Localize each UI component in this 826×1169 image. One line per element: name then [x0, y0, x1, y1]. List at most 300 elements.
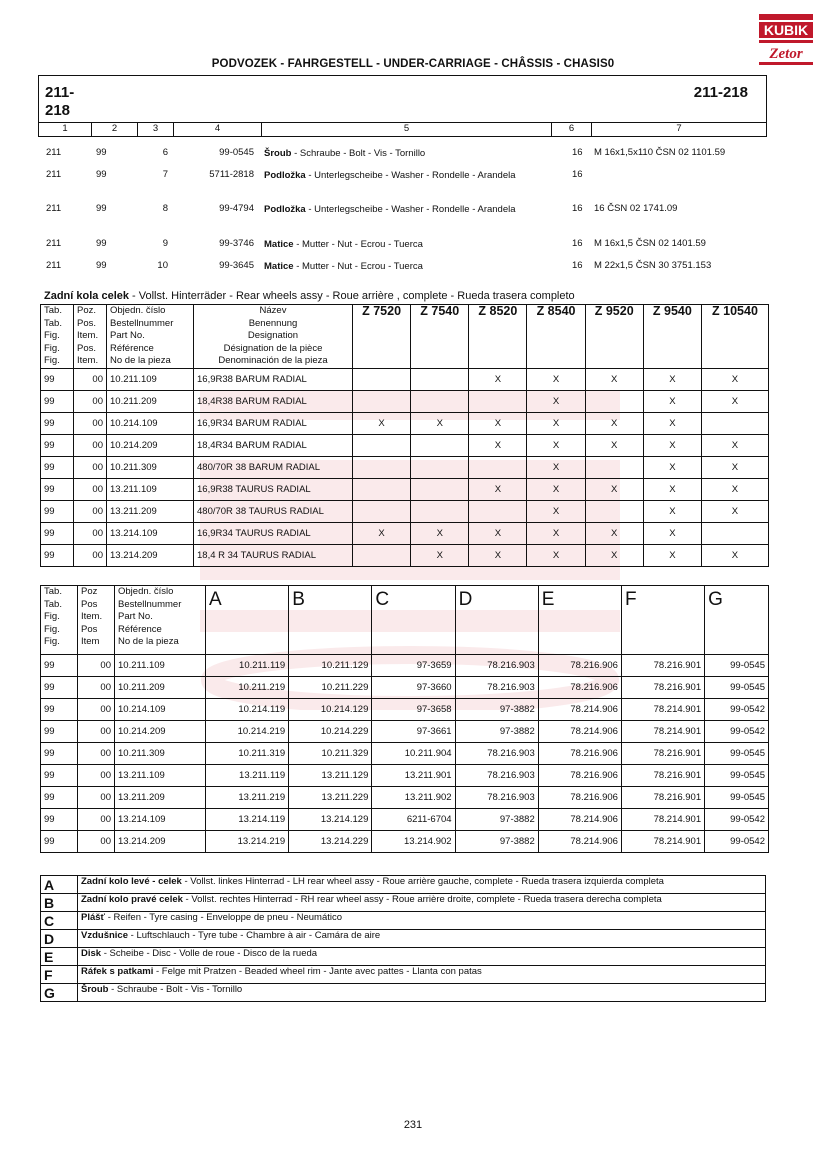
col-a-header: A	[206, 586, 289, 655]
part-item: 9	[162, 238, 168, 249]
cell-part-number: 13.211.109	[107, 478, 194, 500]
part-name-bold: Matice	[264, 261, 294, 272]
cell-tab: 99	[41, 809, 78, 831]
cell-model-mark: X	[411, 544, 469, 566]
table-row	[41, 368, 769, 390]
header-line: Item.	[77, 330, 99, 341]
legend-rest: - Scheibe - Disc - Volle de roue - Disco de la rueda	[101, 948, 318, 959]
legend-row	[41, 876, 766, 894]
cell-component-number: 78.214.906	[538, 721, 621, 743]
cell-model-mark: X	[527, 456, 585, 478]
part-pos: 99	[96, 169, 107, 180]
cell-part-number: 13.211.209	[115, 787, 206, 809]
cell-component-number: 78.216.903	[455, 765, 538, 787]
cell-component-number: 78.216.903	[455, 677, 538, 699]
cell-component-number: 13.211.229	[289, 787, 372, 809]
cell-pos: 00	[78, 743, 115, 765]
cell-tab: 99	[41, 478, 74, 500]
model-z7540-header: Z 7540	[411, 305, 469, 369]
cell-model-mark: X	[585, 368, 643, 390]
part-tab: 211	[46, 260, 62, 271]
part-qty: 16	[572, 260, 583, 271]
cell-tab: 99	[41, 699, 78, 721]
cell-pos: 00	[78, 787, 115, 809]
cell-component-number: 10.214.129	[289, 699, 372, 721]
cell-part-number: 10.214.109	[115, 699, 206, 721]
cell-model-mark: X	[701, 478, 768, 500]
cell-model-mark	[353, 544, 411, 566]
part-item: 10	[157, 260, 168, 271]
cell-model-mark: X	[643, 522, 701, 544]
part-tab: 211	[46, 147, 62, 158]
legend-bold: Šroub	[81, 984, 109, 995]
column-number-row: 1 2 3 4 5 6 7	[39, 122, 766, 136]
header-line: Part No.	[118, 611, 153, 622]
cell-component-number: 78.214.906	[538, 699, 621, 721]
cell-model-mark: X	[701, 500, 768, 522]
cell-model-mark: X	[585, 522, 643, 544]
header-line: No de la pieza	[110, 355, 171, 366]
cell-name: 16,9R38 TAURUS RADIAL	[194, 478, 353, 500]
part-number: 99-4794	[219, 203, 254, 214]
part-qty: 16	[572, 238, 583, 249]
section-code-right: 211-218	[693, 84, 748, 101]
header-line: Bestellnummer	[118, 598, 182, 610]
table-row	[41, 412, 769, 434]
cell-model-mark	[469, 390, 527, 412]
header-line: Fig.	[44, 636, 60, 647]
header-line: Bestellnummer	[110, 317, 174, 329]
part-note: 16 ČSN 02 1741.09	[594, 203, 678, 214]
table-row	[41, 655, 769, 677]
cell-pos: 00	[74, 544, 107, 566]
header-line: Fig.	[44, 330, 60, 341]
cell-model-mark	[469, 456, 527, 478]
cell-tab: 99	[41, 390, 74, 412]
part-note: M 16x1,5 ČSN 02 1401.59	[594, 238, 706, 249]
part-qty: 16	[572, 203, 583, 214]
legend-row	[41, 930, 766, 948]
legend-row	[41, 912, 766, 930]
col-d-header: D	[455, 586, 538, 655]
legend-text	[78, 984, 766, 1002]
col-f-header: F	[621, 586, 704, 655]
cell-model-mark	[469, 500, 527, 522]
cell-part-number: 10.211.309	[107, 456, 194, 478]
cell-model-mark: X	[353, 522, 411, 544]
part-name-rest: - Mutter - Nut - Ecrou - Tuerca	[293, 261, 423, 272]
cell-model-mark	[411, 390, 469, 412]
cell-model-mark: X	[469, 522, 527, 544]
cell-component-number: 10.211.129	[289, 655, 372, 677]
header-line: Pos	[81, 598, 98, 610]
cell-component-number: 78.214.901	[621, 721, 704, 743]
cell-tab: 99	[41, 500, 74, 522]
col-pos-header	[74, 305, 107, 369]
header-line: Pos.	[77, 342, 97, 354]
header-line: Désignation de la pièce	[223, 342, 323, 354]
table-row	[41, 743, 769, 765]
col-name-header	[194, 305, 353, 369]
cell-component-number: 78.214.901	[621, 699, 704, 721]
cell-component-number: 99-0542	[705, 831, 769, 853]
header-line: Référence	[110, 342, 154, 354]
col-tab-header	[41, 305, 74, 369]
col-b-header: B	[289, 586, 372, 655]
part-number: 99-3645	[219, 260, 254, 271]
cell-part-number: 10.214.209	[107, 434, 194, 456]
cell-component-number: 78.216.903	[455, 787, 538, 809]
cell-component-number: 78.216.901	[621, 787, 704, 809]
cell-tab: 99	[41, 721, 78, 743]
cell-pos: 00	[74, 434, 107, 456]
header-line: Référence	[118, 623, 162, 635]
header-line: Poz.	[77, 305, 97, 316]
cell-component-number: 97-3658	[372, 699, 455, 721]
model-z8540-header: Z 8540	[527, 305, 585, 369]
cell-pos: 00	[78, 809, 115, 831]
part-name-bold: Podložka	[264, 204, 306, 215]
cell-name: 18,4R38 BARUM RADIAL	[194, 390, 353, 412]
part-name-bold: Podložka	[264, 170, 306, 181]
model-z9540-header: Z 9540	[643, 305, 701, 369]
cell-tab: 99	[41, 434, 74, 456]
legend-letter: E	[41, 948, 78, 966]
cell-model-mark	[701, 522, 768, 544]
part-name	[264, 238, 534, 251]
legend-letter: D	[41, 930, 78, 948]
cell-model-mark: X	[469, 412, 527, 434]
part-name	[264, 147, 534, 160]
legend-bold: Zadní kolo pravé celek	[81, 894, 183, 905]
cell-component-number: 10.211.219	[206, 677, 289, 699]
part-number: 99-0545	[219, 147, 254, 158]
cell-component-number: 97-3882	[455, 831, 538, 853]
cell-pos: 00	[78, 655, 115, 677]
legend-text	[78, 912, 766, 930]
cell-component-number: 99-0542	[705, 699, 769, 721]
cell-pos: 00	[78, 831, 115, 853]
cell-name: 480/70R 38 TAURUS RADIAL	[194, 500, 353, 522]
part-tab: 211	[46, 169, 62, 180]
cell-model-mark: X	[527, 390, 585, 412]
cell-pos: 00	[74, 368, 107, 390]
cell-component-number: 78.216.903	[455, 743, 538, 765]
cell-part-number: 10.211.109	[107, 368, 194, 390]
cell-component-number: 13.214.902	[372, 831, 455, 853]
cell-tab: 99	[41, 412, 74, 434]
legend-rest: - Vollst. rechtes Hinterrad - RH rear wheel assy - Roue arrière droite, complete - Rueda trasera derecha completa	[182, 894, 662, 905]
components-table	[40, 585, 769, 853]
part-name-rest: - Unterlegscheibe - Washer - Rondelle - Arandela	[305, 204, 516, 215]
cell-component-number: 13.211.129	[289, 765, 372, 787]
cell-model-mark: X	[585, 478, 643, 500]
col-partno-header	[107, 305, 194, 369]
cell-model-mark: X	[643, 434, 701, 456]
table-row	[41, 522, 769, 544]
part-name	[264, 260, 534, 273]
cell-component-number: 13.214.229	[289, 831, 372, 853]
cell-model-mark: X	[469, 368, 527, 390]
cell-component-number: 13.211.219	[206, 787, 289, 809]
cell-part-number: 13.214.209	[115, 831, 206, 853]
col-partno-header	[115, 586, 206, 655]
header-line: Benennung	[248, 317, 298, 329]
model-z7520-header: Z 7520	[353, 305, 411, 369]
cell-model-mark: X	[701, 544, 768, 566]
cell-component-number: 78.214.901	[621, 809, 704, 831]
header-line: Tab.	[44, 598, 62, 610]
cell-model-mark: X	[643, 412, 701, 434]
legend-row	[41, 984, 766, 1002]
cell-model-mark	[411, 500, 469, 522]
part-item: 6	[162, 147, 168, 158]
part-qty: 16	[572, 147, 583, 158]
table-row	[41, 787, 769, 809]
cell-tab: 99	[41, 456, 74, 478]
header-line: Item.	[77, 355, 99, 366]
header-line: Tab.	[44, 305, 62, 316]
cell-name: 18,4 R 34 TAURUS RADIAL	[194, 544, 353, 566]
header-line: Denominación de la pieza	[218, 355, 328, 366]
part-name-rest: - Schraube - Bolt - Vis - Tornillo	[291, 148, 426, 159]
cell-component-number: 99-0545	[705, 677, 769, 699]
legend-bold: Zadní kolo levé - celek	[81, 876, 182, 887]
cell-model-mark: X	[585, 412, 643, 434]
header-line: Objedn. číslo	[118, 586, 174, 597]
legend-rest: - Luftschlauch - Tyre tube - Chambre à air - Camára de aire	[128, 930, 381, 941]
svg-text:KUBIK: KUBIK	[763, 22, 809, 38]
table-row	[41, 677, 769, 699]
header-line: Tab.	[44, 317, 62, 329]
cell-model-mark	[585, 456, 643, 478]
table-row	[41, 456, 769, 478]
cell-component-number: 13.214.129	[289, 809, 372, 831]
part-number: 5711-2818	[209, 169, 254, 180]
cell-component-number: 99-0545	[705, 655, 769, 677]
section-code-left: 211- 218	[45, 84, 75, 119]
header-line: No de la pieza	[118, 636, 179, 647]
cell-component-number: 13.211.119	[206, 765, 289, 787]
cell-pos: 00	[74, 390, 107, 412]
page-title: PODVOZEK - FAHRGESTELL - UNDER-CARRIAGE - CHÂSSIS - CHASIS0	[211, 58, 615, 70]
header-line: Part No.	[110, 330, 145, 341]
cell-component-number: 10.214.219	[206, 721, 289, 743]
cell-part-number: 13.211.109	[115, 765, 206, 787]
cell-model-mark: X	[701, 456, 768, 478]
header-line: Poz	[81, 586, 98, 597]
part-name	[264, 203, 534, 216]
legend-text	[78, 966, 766, 984]
cell-tab: 99	[41, 368, 74, 390]
cell-model-mark: X	[701, 434, 768, 456]
cell-model-mark	[701, 412, 768, 434]
cell-model-mark	[353, 478, 411, 500]
cell-model-mark: X	[527, 478, 585, 500]
part-name	[264, 169, 534, 182]
cell-part-number: 10.211.309	[115, 743, 206, 765]
cell-name: 16,9R34 TAURUS RADIAL	[194, 522, 353, 544]
table-row	[41, 434, 769, 456]
header-line: Designation	[247, 330, 299, 341]
cell-pos: 00	[74, 478, 107, 500]
cell-component-number: 13.211.902	[372, 787, 455, 809]
part-name-bold: Šroub	[264, 148, 292, 159]
table-row	[41, 544, 769, 566]
cell-part-number: 10.214.109	[107, 412, 194, 434]
cell-model-mark	[585, 500, 643, 522]
cell-tab: 99	[41, 787, 78, 809]
page-number: 231	[403, 1119, 423, 1131]
cell-model-mark	[411, 368, 469, 390]
legend-row	[41, 894, 766, 912]
legend-rest: - Schraube - Bolt - Vis - Tornillo	[108, 984, 243, 995]
cell-component-number: 78.214.901	[621, 831, 704, 853]
cell-model-mark: X	[585, 544, 643, 566]
header-line: Tab.	[44, 586, 62, 597]
cell-model-mark: X	[353, 412, 411, 434]
cell-component-number: 78.216.901	[621, 655, 704, 677]
part-item: 7	[162, 169, 168, 180]
header-line: Pos	[81, 623, 98, 635]
cell-component-number: 78.216.901	[621, 677, 704, 699]
cell-model-mark: X	[527, 544, 585, 566]
legend-rest: - Vollst. linkes Hinterrad - LH rear wheel assy - Roue arrière gauche, complete - Rueda trasera izquierda completa	[181, 876, 664, 887]
cell-component-number: 13.214.219	[206, 831, 289, 853]
cell-model-mark: X	[643, 478, 701, 500]
cell-component-number: 99-0545	[705, 787, 769, 809]
cell-model-mark: X	[527, 412, 585, 434]
cell-pos: 00	[74, 522, 107, 544]
cell-model-mark: X	[643, 390, 701, 412]
col-e-header: E	[538, 586, 621, 655]
part-tab: 211	[46, 203, 62, 214]
cell-tab: 99	[41, 522, 74, 544]
cell-model-mark: X	[643, 456, 701, 478]
cell-model-mark: X	[643, 500, 701, 522]
model-z10540-header: Z 10540	[701, 305, 768, 369]
cell-model-mark: X	[411, 412, 469, 434]
part-name-bold: Matice	[264, 239, 294, 250]
cell-pos: 00	[74, 500, 107, 522]
cell-part-number: 10.214.209	[115, 721, 206, 743]
legend-text	[78, 930, 766, 948]
cell-component-number: 97-3882	[455, 699, 538, 721]
cell-model-mark	[411, 478, 469, 500]
cell-model-mark: X	[469, 434, 527, 456]
cell-component-number: 13.211.901	[372, 765, 455, 787]
legend-bold: Disk	[81, 948, 102, 959]
cell-model-mark	[411, 434, 469, 456]
legend-row	[41, 966, 766, 984]
cell-component-number: 99-0545	[705, 743, 769, 765]
cell-model-mark: X	[701, 368, 768, 390]
col-g-header: G	[705, 586, 769, 655]
section-header-box	[38, 75, 767, 137]
cell-component-number: 78.216.906	[538, 655, 621, 677]
model-z8520-header: Z 8520	[469, 305, 527, 369]
legend-bold: Ráfek s patkami	[81, 966, 154, 977]
header-line: Fig.	[44, 611, 60, 622]
cell-component-number: 97-3659	[372, 655, 455, 677]
part-note: M 22x1,5 ČSN 30 3751.153	[594, 260, 712, 271]
cell-model-mark: X	[527, 368, 585, 390]
part-pos: 99	[96, 203, 107, 214]
cell-component-number: 97-3660	[372, 677, 455, 699]
legend-table	[40, 875, 766, 1002]
header-line: Fig.	[44, 342, 60, 354]
cell-component-number: 97-3661	[372, 721, 455, 743]
table-row	[41, 721, 769, 743]
legend-rest: - Felge mit Pratzen - Beaded wheel rim - Jante avec pattes - Llanta con patas	[153, 966, 482, 977]
cell-model-mark: X	[643, 368, 701, 390]
cell-model-mark: X	[527, 522, 585, 544]
cell-tab: 99	[41, 677, 78, 699]
cell-component-number: 10.211.229	[289, 677, 372, 699]
legend-text	[78, 894, 766, 912]
cell-component-number: 10.214.229	[289, 721, 372, 743]
part-pos: 99	[96, 260, 107, 271]
cell-component-number: 78.216.903	[455, 655, 538, 677]
cell-component-number: 78.216.906	[538, 787, 621, 809]
legend-text	[78, 876, 766, 894]
cell-component-number: 6211-6704	[372, 809, 455, 831]
cell-name: 16,9R34 BARUM RADIAL	[194, 412, 353, 434]
cell-component-number: 10.211.329	[289, 743, 372, 765]
legend-letter: A	[41, 876, 78, 894]
cell-pos: 00	[78, 699, 115, 721]
table-row	[41, 390, 769, 412]
part-qty: 16	[572, 169, 583, 180]
cell-pos: 00	[74, 412, 107, 434]
cell-model-mark: X	[527, 500, 585, 522]
cell-model-mark	[353, 456, 411, 478]
part-item: 8	[162, 203, 168, 214]
col-c-header: C	[372, 586, 455, 655]
cell-component-number: 10.214.119	[206, 699, 289, 721]
header-line: Pos.	[77, 317, 97, 329]
cell-component-number: 99-0542	[705, 809, 769, 831]
cell-part-number: 13.214.209	[107, 544, 194, 566]
part-pos: 99	[96, 238, 107, 249]
table-row	[41, 831, 769, 853]
table-row	[41, 478, 769, 500]
cell-pos: 00	[78, 765, 115, 787]
cell-part-number: 10.211.109	[115, 655, 206, 677]
cell-component-number: 78.216.906	[538, 743, 621, 765]
cell-component-number: 78.216.906	[538, 765, 621, 787]
col-tab-header	[41, 586, 78, 655]
cell-model-mark: X	[469, 544, 527, 566]
cell-model-mark: X	[643, 544, 701, 566]
cell-tab: 99	[41, 655, 78, 677]
legend-rest: - Reifen - Tyre casing - Enveloppe de pneu - Neumático	[105, 912, 343, 923]
cell-name: 18,4R34 BARUM RADIAL	[194, 434, 353, 456]
legend-row	[41, 948, 766, 966]
part-note: M 16x1,5x110 ČSN 02 1101.59	[594, 147, 726, 158]
header-line: Objedn. číslo	[110, 305, 166, 316]
cell-model-mark: X	[701, 390, 768, 412]
cell-component-number: 10.211.904	[372, 743, 455, 765]
part-tab: 211	[46, 238, 62, 249]
header-line: Název	[259, 305, 287, 316]
table-row	[41, 699, 769, 721]
cell-model-mark	[411, 456, 469, 478]
cell-component-number: 10.211.319	[206, 743, 289, 765]
cell-component-number: 78.214.906	[538, 809, 621, 831]
wheels-section-title: Zadní kola celek - Vollst. Hinterräder - Rear wheels assy - Roue arrière , complete - Rueda trasera completo	[44, 290, 575, 302]
cell-component-number: 99-0542	[705, 721, 769, 743]
